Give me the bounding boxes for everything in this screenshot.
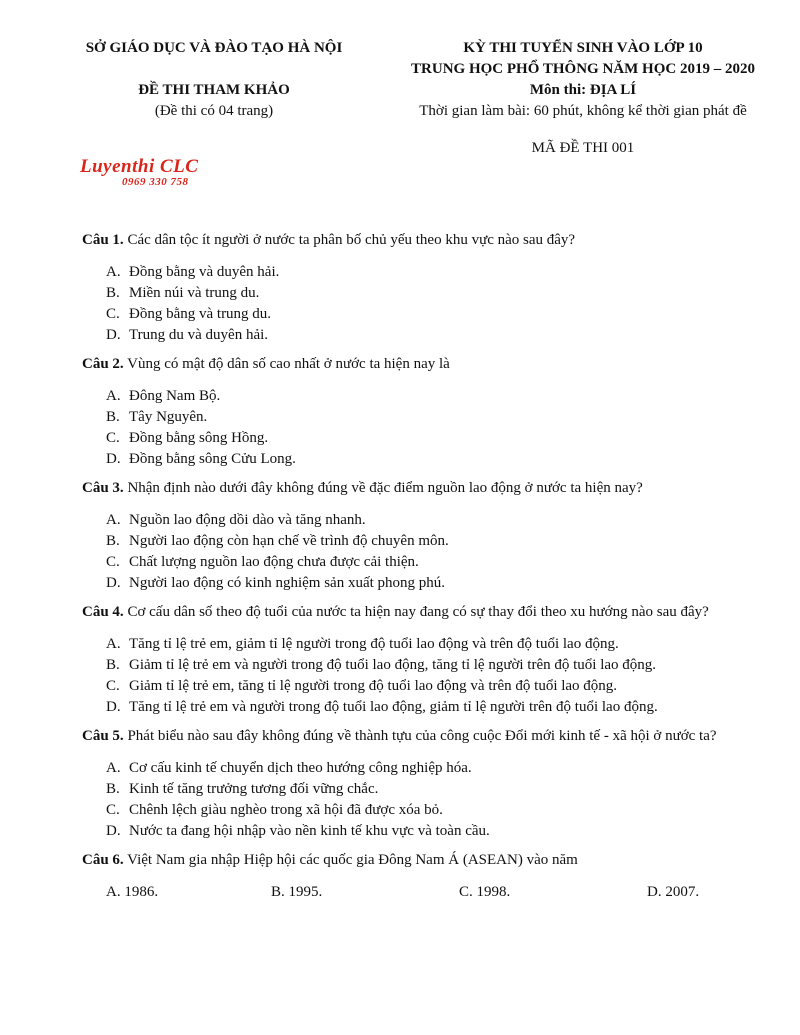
question-1 xyxy=(82,230,762,346)
duration: Thời gian làm bài: 60 phút, không kể thời gian phát đề xyxy=(419,103,747,119)
option-letter: B. xyxy=(106,409,120,425)
option-a: A. 1986. xyxy=(106,884,159,900)
option-letter: D. xyxy=(106,699,121,715)
question-text: Việt Nam gia nhập Hiệp hội các quốc gia Đông Nam Á (ASEAN) vào năm xyxy=(127,852,578,868)
option-c: C. 1998. xyxy=(459,884,511,900)
option-text: Đồng bằng sông Cửu Long. xyxy=(129,451,296,467)
option-c xyxy=(106,428,762,449)
question-text: Nhận định nào dưới đây không đúng về đặc điểm nguồn lao động ở nước ta hiện nay? xyxy=(127,480,643,496)
option-b xyxy=(106,407,762,428)
option-letter: C. xyxy=(106,430,120,446)
option-c xyxy=(106,676,762,697)
option-a xyxy=(106,510,762,531)
option-d xyxy=(106,697,762,718)
option-d xyxy=(106,325,762,346)
option-b xyxy=(106,655,762,676)
header-left xyxy=(60,38,368,122)
option-text: Tây Nguyên. xyxy=(129,409,208,425)
option-letter: A. xyxy=(106,512,121,528)
option-letter: A. xyxy=(106,388,121,404)
logo-phone: 0969 330 758 xyxy=(122,176,189,188)
option-letter: C. xyxy=(106,802,120,818)
exam-code: MÃ ĐỀ THI 001 xyxy=(531,140,635,156)
option-text: Đồng bằng sông Hồng. xyxy=(129,430,269,446)
question-label: Câu 4. xyxy=(82,604,124,620)
option-d xyxy=(106,449,762,470)
logo-name: Luyenthi CLC xyxy=(80,156,199,177)
option-text: Miền núi và trung du. xyxy=(129,285,260,301)
question-list xyxy=(82,230,762,911)
option-d: D. 2007. xyxy=(647,884,700,900)
option-text: Đồng bằng và trung du. xyxy=(129,306,272,322)
option-text: Đồng bằng và duyên hải. xyxy=(129,264,280,280)
option-b xyxy=(106,283,762,304)
department-name: SỞ GIÁO DỤC VÀ ĐÀO TẠO HÀ NỘI xyxy=(85,40,343,56)
option-c xyxy=(106,552,762,573)
option-text: Tăng tỉ lệ trẻ em và người trong độ tuổi lao động, giảm tỉ lệ người trên độ tuổi lao động. xyxy=(129,699,658,715)
question-4 xyxy=(82,602,762,718)
option-letter: C. xyxy=(106,678,120,694)
question-label: Câu 3. xyxy=(82,480,124,496)
option-text: Tăng tỉ lệ trẻ em, giảm tỉ lệ người trong độ tuổi lao động và trên độ tuổi lao động. xyxy=(129,636,619,652)
option-a xyxy=(106,386,762,407)
option-c xyxy=(106,304,762,325)
option-letter: D. xyxy=(106,823,121,839)
option-a xyxy=(106,634,762,655)
brand-logo xyxy=(80,156,250,196)
option-text: Chất lượng nguồn lao động chưa được cải thiện. xyxy=(129,554,419,570)
option-text: Nước ta đang hội nhập vào nền kinh tế khu vực và toàn cầu. xyxy=(129,823,490,839)
option-text: Kinh tế tăng trưởng tương đối vững chắc. xyxy=(129,781,379,797)
option-text: Chênh lệch giàu nghèo trong xã hội đã được xóa bỏ. xyxy=(129,802,443,818)
question-text: Phát biểu nào sau đây không đúng về thành tựu của công cuộc Đổi mới kinh tế - xã hội ở nước ta? xyxy=(127,728,717,744)
option-text: Giảm tỉ lệ trẻ em và người trong độ tuổi lao động, tăng tỉ lệ người trên độ tuổi lao động. xyxy=(129,657,657,673)
question-text: Cơ cấu dân số theo độ tuổi của nước ta hiện nay đang có sự thay đổi theo xu hướng nào sau đây? xyxy=(127,604,709,620)
option-letter: C. xyxy=(106,306,120,322)
option-c xyxy=(106,800,762,821)
option-text: Người lao động còn hạn chế về trình độ chuyên môn. xyxy=(129,533,449,549)
option-letter: B. xyxy=(106,781,120,797)
option-text: Giảm tỉ lệ trẻ em, tăng tỉ lệ người trong độ tuổi lao động và trên độ tuổi lao động. xyxy=(129,678,618,694)
exam-name: KỲ THI TUYỂN SINH VÀO LỚP 10 xyxy=(463,40,703,56)
question-label: Câu 2. xyxy=(82,356,124,372)
option-letter: D. xyxy=(106,451,121,467)
option-letter: B. xyxy=(106,657,120,673)
option-letter: A. xyxy=(106,760,121,776)
option-d xyxy=(106,573,762,594)
question-5 xyxy=(82,726,762,842)
option-text: Đông Nam Bộ. xyxy=(129,388,221,404)
school-year: TRUNG HỌC PHỔ THÔNG NĂM HỌC 2019 – 2020 xyxy=(411,61,755,77)
option-letter: D. xyxy=(106,327,121,343)
option-b: B. 1995. xyxy=(271,884,323,900)
question-label: Câu 6. xyxy=(82,852,124,868)
option-text: Người lao động có kinh nghiệm sản xuất phong phú. xyxy=(129,575,446,591)
question-text: Các dân tộc ít người ở nước ta phân bố chủ yếu theo khu vực nào sau đây? xyxy=(127,232,576,248)
question-text: Vùng có mật độ dân số cao nhất ở nước ta hiện nay là xyxy=(127,356,450,372)
option-text: Cơ cấu kinh tế chuyển dịch theo hướng công nghiệp hóa. xyxy=(129,760,472,776)
option-b xyxy=(106,779,762,800)
option-letter: B. xyxy=(106,285,120,301)
subject: Môn thi: ĐỊA LÍ xyxy=(529,82,637,98)
option-letter: C. xyxy=(106,554,120,570)
option-text: Trung du và duyên hải. xyxy=(129,327,269,343)
option-d xyxy=(106,821,762,842)
question-2 xyxy=(82,354,762,470)
question-6 xyxy=(82,850,762,903)
option-letter: A. xyxy=(106,636,121,652)
option-text: Nguồn lao động dồi dào và tăng nhanh. xyxy=(129,512,366,528)
option-a xyxy=(106,758,762,779)
header-right xyxy=(378,38,788,122)
exam-type: ĐỀ THI THAM KHẢO xyxy=(138,82,290,98)
question-3 xyxy=(82,478,762,594)
option-a xyxy=(106,262,762,283)
option-letter: A. xyxy=(106,264,121,280)
option-letter: D. xyxy=(106,575,121,591)
page-note: (Đề thi có 04 trang) xyxy=(154,103,274,119)
question-label: Câu 5. xyxy=(82,728,124,744)
option-b xyxy=(106,531,762,552)
option-letter: B. xyxy=(106,533,120,549)
question-label: Câu 1. xyxy=(82,232,124,248)
